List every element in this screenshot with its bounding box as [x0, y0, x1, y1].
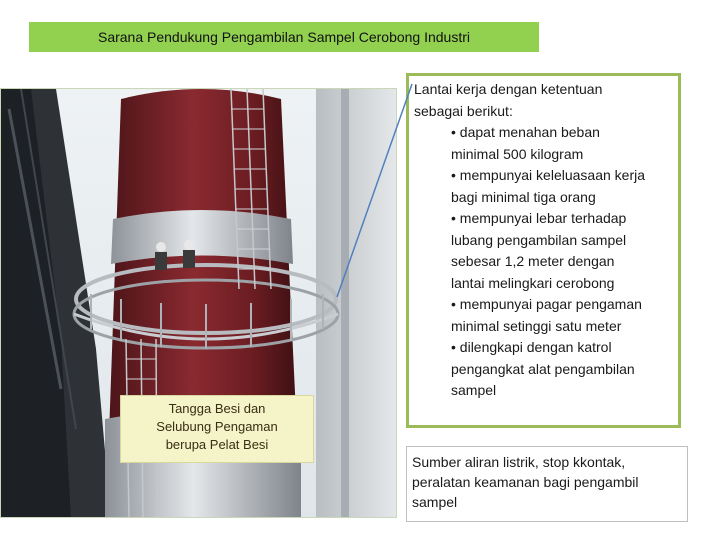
slide-title-bar [29, 22, 539, 52]
note-line: sampel [412, 494, 458, 510]
slide-title: Sarana Pendukung Pengambilan Sampel Cerobong Industri [97, 29, 471, 45]
spec-list [414, 122, 672, 402]
spec-item: • dilengkapi dengan katrol pengangkat alat pengambilan sampel [451, 337, 672, 402]
spec-item: • mempunyai lebar terhadap lubang pengambilan sampel sebesar 1,2 meter dengan lantai melingkari cerobong [451, 208, 672, 294]
work-platform-spec [406, 73, 681, 428]
spec-item: • mempunyai keleluasaan kerja bagi minimal tiga orang [451, 165, 672, 208]
spec-intro-line: sebagai berikut: [414, 102, 513, 119]
power-safety-note [406, 446, 688, 522]
caption-line: Selubung Pengaman [156, 419, 278, 434]
caption-line: Tangga Besi dan [168, 401, 266, 416]
spec-item: • mempunyai pagar pengaman minimal setinggi satu meter [451, 294, 672, 337]
spec-item: • dapat menahan beban minimal 500 kilogram [451, 122, 672, 165]
spec-intro-line: Lantai kerja dengan ketentuan [414, 81, 603, 97]
note-line: Sumber aliran listrik, stop kkontak, [412, 454, 626, 470]
caption-line: berupa Pelat Besi [165, 437, 269, 452]
note-line: peralatan keamanan bagi pengambil [412, 474, 639, 490]
photo-caption [120, 395, 314, 463]
